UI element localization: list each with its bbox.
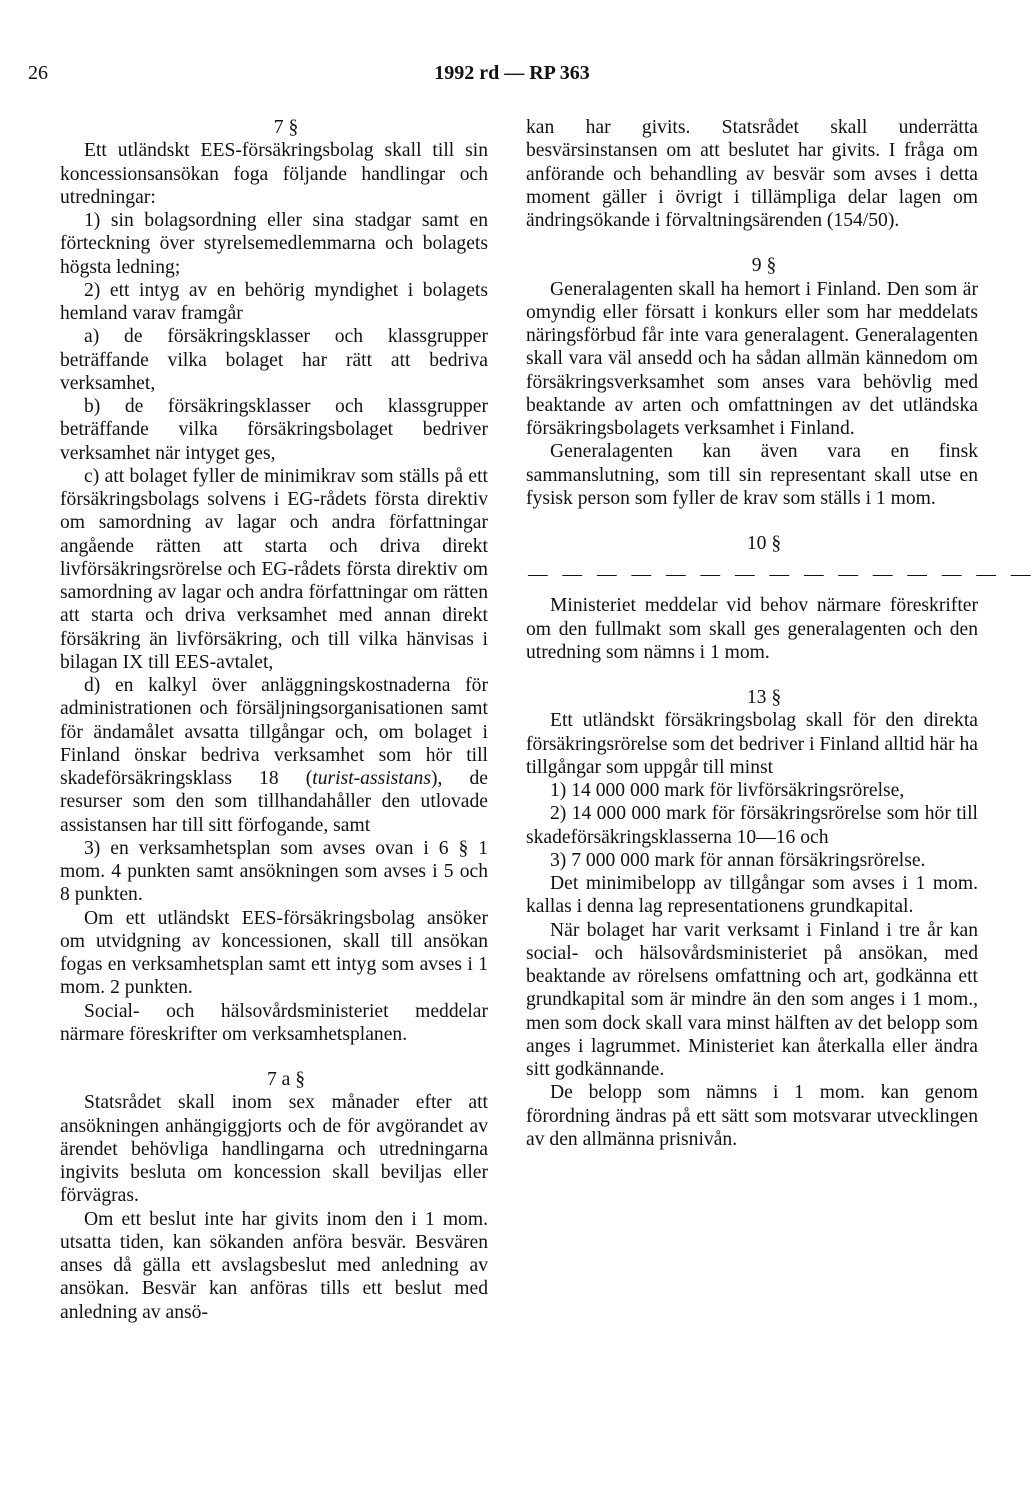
section-13-moment-1: Ett utländskt försäkringsbolag skall för den direkta försäkringsrörelse som det bedriver i Finland alltid här ha tillgångar som uppgår till minst [526,710,978,778]
point-d-text-1: d) en kalkyl över anläggningskostnaderna för administrationen och försäljningsorganisationen samt för ändamålet avsatta tillgångar och, om bolaget i Finland önskar bedriva verksamhet som hör till skadeförsäkringsklass 18 ( [60,675,488,789]
section-7-point-b: b) de försäkringsklasser och klassgrupper beträffande vilka försäkringsbolaget bedriver verksamhet när intyget ges, [60,396,488,464]
section-7-moment-3: Social- och hälsovårdsministeriet meddelar närmare föreskrifter om verksamhetsplanen. [60,1000,488,1045]
section-7a-continued: kan har givits. Statsrådet skall underrätta besvärsinstansen om att beslutet har givits. I fråga om anförande och behandling av besvär som avses i detta moment gäller i övrigt i tillämpliga delar lagen om ändringsökande i förvaltningsärenden (154/50). [526,117,978,231]
right-column [526,116,1035,1151]
page-header [0,62,1024,88]
section-heading-9: 9 § [751,255,777,277]
section-9-moment-2: Generalagenten kan även vara en finsk sammanslutning, som till sin representant skall utse en fysisk person som fyller de krav som ställs i 1 mom. [526,441,978,509]
section-7a-moment-1: Statsrådet skall inom sex månader efter att ansökningen anhängiggjorts och de för avgörandet av ärendet behövliga handlingarna och utredningarna ingivits besluta om koncession skall beviljas eller förvägras. [60,1092,488,1207]
section-13-item-1: 1) 14 000 000 mark för livförsäkringsrörelse, [550,780,905,801]
section-7a-moment-2: Om ett beslut inte har givits inom den i 1 mom. utsatta tiden, kan sökanden anföra besvär. Besvären anses då gälla ett avslagsbeslut med anledning av ansökan. Besvär kan anföras tills ett beslut med anledning av ansö- [60,1208,488,1323]
running-head: 1992 rd — RP 363 [434,62,590,84]
section-7-point-d [60,674,488,837]
section-7-point-1: 1) sin bolagsordning eller sina stadgar samt en förteckning över styrelsemedlemmarna och bolagets högsta ledning; [60,210,488,278]
section-9-moment-1: Generalagenten skall ha hemort i Finland. Den som är omyndig eller försatt i konkurs eller som har meddelats näringsförbud får inte vara generalagent. Generalagenten skall vara väl ansedd och ha sådan allmän kännedom om försäkringsverksamhet som anses vara behövlig med beaktande av arten och omfattningen av det utländska försäkringsbolagets verksamhet i Finland. [526,278,978,439]
section-13-moment-4: De belopp som nämns i 1 mom. kan genom förordning ändras på ett sätt som motsvarar utvecklingen av den allmänna prisnivån. [526,1082,978,1150]
left-column [60,116,488,1324]
point-d-italic-term: turist-assistans [312,768,431,789]
section-heading-13: 13 § [746,687,782,708]
section-7-point-3: 3) en verksamhetsplan som avses ovan i 6 § 1 mom. 4 punkten samt ansökningen som avses i 5 och 8 punkten. [60,837,488,906]
section-heading-7: 7 § [273,117,299,138]
section-7-point-a: a) de försäkringsklasser och klassgrupper beträffande vilka bolaget har rätt att bedriva verksamhet, [60,326,488,394]
section-heading-7a: 7 a § [266,1069,306,1090]
section-7-moment-2: Om ett utländskt EES-försäkringsbolag ansöker om utvidgning av koncessionen, skall till ansökan fogas en verksamhetsplan samt ett intyg som avses i 1 mom. 2 punkten. [60,907,488,999]
section-13-moment-3: När bolaget har varit verksamt i Finland i tre år kan social- och hälsovårdsministeriet på ansökan, med beaktande av rörelsens omfattning och art, godkänna ett grundkapital som är mindre än den som anges i 1 mom., men som dock skall vara minst hälften av det belopp som anges i lagrummet. Ministeriet kan återkalla eller ändra sitt godkännande. [526,919,978,1080]
section-heading-10: 10 § [746,533,782,554]
omission-dashes: — — — — — — — — — — — — — — — [528,564,1035,586]
section-13-item-3: 3) 7 000 000 mark för annan försäkringsrörelse. [550,849,926,871]
section-10-text: Ministeriet meddelar vid behov närmare föreskrifter om den fullmakt som skall ges generalagenten och den utredning som nämns i 1 mom. [526,595,978,663]
section-13-item-2: 2) 14 000 000 mark för försäkringsrörelse som hör till skadeförsäkringsklasserna 10—16 och [526,803,978,848]
section-13-moment-2: Det minimibelopp av tillgångar som avses i 1 mom. kallas i denna lag representationens grundkapital. [526,873,978,918]
point-d-text-2: ), de resurser som den som tillhandahåller den utlovade assistansen har till sitt förfogande, samt [60,768,488,836]
section-7-point-2: 2) ett intyg av en behörig myndighet i bolagets hemland varav framgår [60,279,488,324]
section-7-intro: Ett utländskt EES-försäkringsbolag skall till sin koncessionsansökan foga följande handlingar och utredningar: [60,140,488,208]
section-7-point-c: c) att bolaget fyller de minimikrav som ställs på ett försäkringsbolags solvens i EG-rådets första direktiv om samordning av lagar och andra författningar angående rätten att starta och driva direkt livförsäkringsrörelse och EG-rådets första direktiv om samordning av lagar och andra författningar om rätten att starta och driva verksamhet med annan direkt försäkring än livförsäkring, och till vilka hänvisas i bilagan IX till EES-avtalet, [60,465,488,673]
page-number: 26 [28,62,48,84]
